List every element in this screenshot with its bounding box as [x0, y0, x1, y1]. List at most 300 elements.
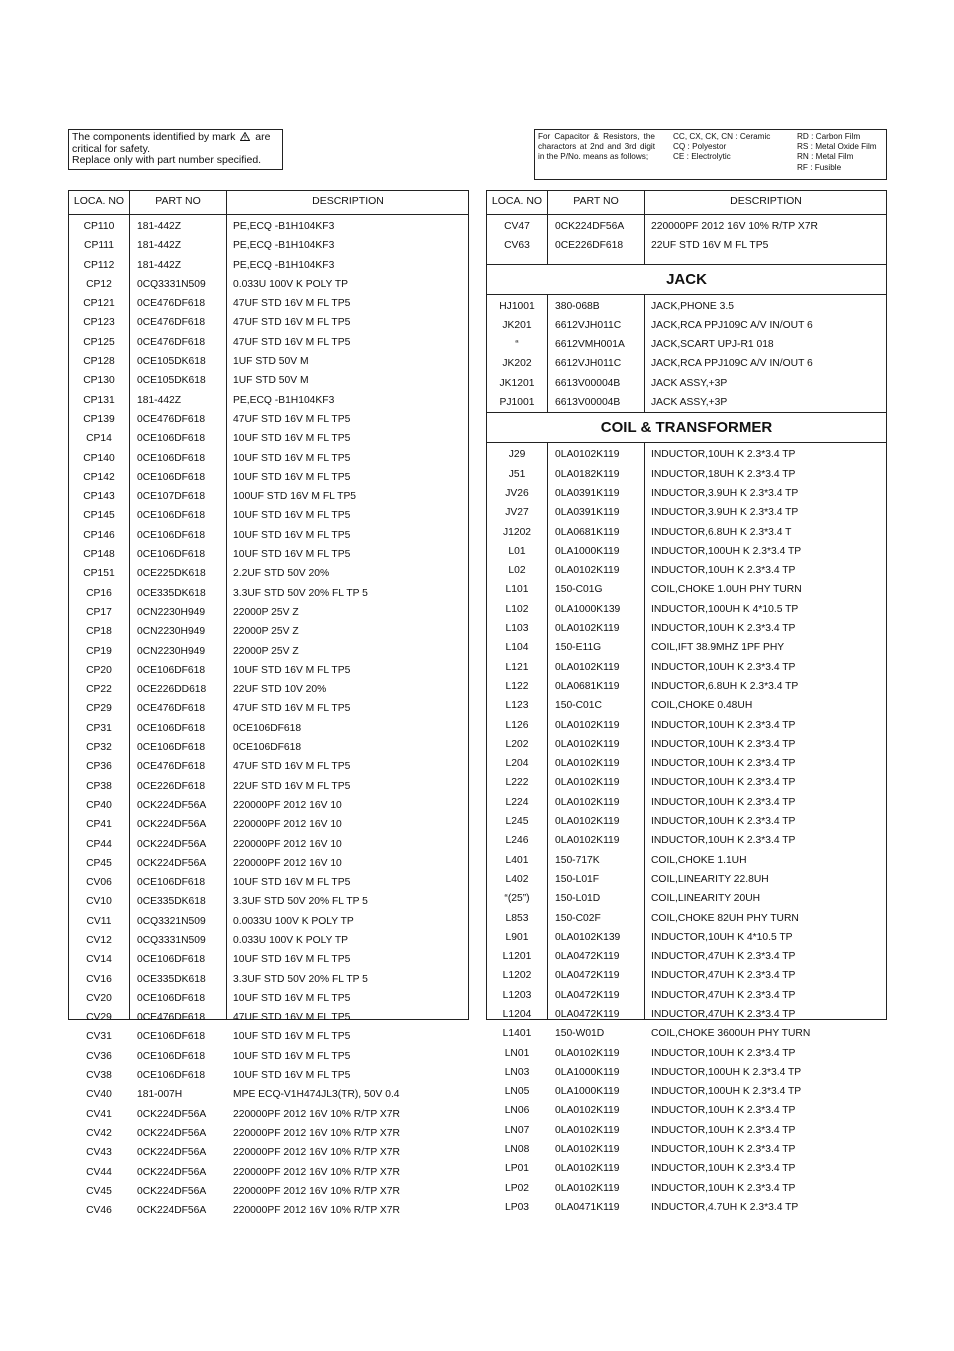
description-cell: INDUCTOR,3.9UH K 2.3*3.4 TP [651, 487, 799, 499]
loca-no-cell: LN01 [504, 1047, 530, 1059]
description-cell: INDUCTOR,100UH K 2.3*3.4 TP [651, 1066, 802, 1078]
table-row [69, 604, 468, 623]
loca-no-cell: CP31 [86, 722, 112, 734]
table-row [487, 394, 886, 413]
part-no-cell: 0LA1000K119 [555, 1086, 620, 1098]
loca-no-cell: CV43 [86, 1147, 112, 1159]
part-no-cell: 150-C02F [555, 912, 601, 924]
safety-line1-end: are [255, 131, 271, 143]
part-no-cell: 0LA0471K119 [555, 1201, 620, 1213]
table-row [487, 298, 886, 317]
table-row [69, 546, 468, 565]
table-row [487, 1025, 886, 1044]
part-no-cell: 0LA0102K119 [555, 719, 620, 731]
description-cell: MPE ECQ-V1H474JL3(TR), 50V 0.4 [233, 1089, 400, 1101]
description-cell: 3.3UF STD 50V 20% FL TP 5 [233, 896, 368, 908]
table-row [69, 430, 468, 449]
table-row [69, 392, 468, 411]
part-no-cell: 0CE476DF618 [137, 298, 206, 310]
part-no-cell: 0CE225DK618 [137, 568, 206, 580]
part-no-cell: 6613V00004B [555, 397, 621, 409]
loca-no-cell: L102 [505, 603, 529, 615]
loca-no-cell: CV14 [86, 954, 112, 966]
part-no-cell: 0CK224DF56A [555, 221, 625, 232]
header-loca-no: LOCA. NO [73, 195, 125, 207]
loca-no-cell: CV29 [86, 1012, 112, 1024]
table-row [487, 755, 886, 774]
table-row [487, 871, 886, 890]
description-cell: INDUCTOR,100UH K 2.3*3.4 TP [651, 1086, 802, 1098]
safety-line3: Replace only with part number specified. [72, 154, 262, 166]
loca-no-cell: CV11 [86, 915, 112, 927]
description-cell: 0.033U 100V K POLY TP [233, 934, 349, 946]
description-cell: 22UF STD 10V 20% [233, 684, 327, 696]
description-cell: 0CE106DF618 [233, 742, 302, 754]
description-cell: 220000PF 2012 16V 10 [233, 838, 342, 850]
loca-no-cell: L401 [505, 854, 529, 866]
loca-no-cell: CP143 [83, 491, 115, 503]
loca-no-cell: CV16 [86, 973, 112, 985]
table-row [487, 237, 886, 256]
part-no-cell: 150-L01F [555, 873, 600, 885]
part-no-cell: 6612VJH011C [555, 358, 622, 370]
table-row [69, 855, 468, 874]
description-cell: 220000PF 2012 16V 10 [233, 799, 342, 811]
description-cell: 220000PF 2012 16V 10% R/TP X7R [233, 1127, 400, 1139]
description-cell: INDUCTOR,47UH K 2.3*3.4 TP [651, 1008, 796, 1020]
table-row [69, 1183, 468, 1202]
loca-no-cell: JV27 [505, 507, 529, 519]
part-no-cell: 0CE106DF618 [137, 529, 206, 541]
part-no-cell: 0LA0102K119 [555, 661, 620, 673]
table-row [487, 1141, 886, 1160]
table-row [487, 1122, 886, 1141]
loca-no-cell: CP131 [83, 394, 115, 406]
section-title-jack: JACK [487, 264, 886, 295]
part-no-cell: 181-442Z [137, 259, 182, 271]
part-no-cell: 0CK224DF56A [137, 838, 207, 850]
description-cell: INDUCTOR,47UH K 2.3*3.4 TP [651, 970, 796, 982]
part-no-cell: 0CE106DF618 [137, 433, 206, 445]
table-row [487, 1045, 886, 1064]
loca-no-cell: CP40 [86, 799, 112, 811]
legend-intro: For Capacitor & Resistors, the charactors at 2nd and 3rd digit in the P/No. means as follows; [538, 132, 655, 162]
safety-line2: critical for safety. [72, 142, 150, 155]
table-row [69, 681, 468, 700]
header-part-no: PART NO [155, 195, 201, 207]
description-cell: INDUCTOR,47UH K 2.3*3.4 TP [651, 951, 796, 963]
table-row [69, 1106, 468, 1125]
loca-no-cell: CP38 [86, 780, 112, 792]
description-cell: INDUCTOR,47UH K 2.3*3.4 TP [651, 989, 796, 1001]
loca-no-cell: CV38 [86, 1070, 112, 1082]
part-no-cell: 0CQ3331N509 [137, 934, 206, 946]
part-no-cell: 0CE476DF618 [137, 317, 206, 329]
part-no-cell: 0CE106DF618 [137, 742, 206, 754]
loca-no-cell: CP22 [86, 684, 112, 696]
part-no-cell: 0LA0102K119 [555, 1182, 620, 1194]
part-no-cell: 0LA0472K119 [555, 951, 620, 963]
loca-no-cell: L901 [505, 931, 529, 943]
part-no-cell: 181-442Z [137, 240, 182, 252]
description-cell: INDUCTOR,10UH K 2.3*3.4 TP [651, 738, 796, 750]
table-row [487, 317, 886, 336]
header-description: DESCRIPTION [730, 195, 802, 207]
description-cell: 1UF STD 50V M [233, 356, 309, 368]
description-cell: COIL,LINEARITY 22.8UH [651, 873, 769, 885]
table-row [69, 971, 468, 990]
part-no-cell: 0CK224DF56A [137, 799, 207, 811]
description-cell: 220000PF 2012 16V 10% R/TP X7R [233, 1205, 400, 1217]
part-no-cell: 0LA0102K119 [555, 796, 620, 808]
loca-no-cell: CP151 [83, 568, 115, 580]
loca-no-cell: CP12 [86, 278, 112, 290]
description-cell: COIL,LINEARITY 20UH [651, 893, 761, 905]
part-no-cell: 0CE106DF618 [137, 877, 206, 889]
part-no-cell: 6612VJH011C [555, 319, 622, 331]
description-cell: 10UF STD 16V M FL TP5 [233, 877, 351, 889]
description-cell: 10UF STD 16V M FL TP5 [233, 510, 351, 522]
loca-no-cell: L204 [505, 758, 529, 770]
table-row [69, 372, 468, 391]
table-row [69, 700, 468, 719]
table-row [69, 623, 468, 642]
loca-no-cell: CP32 [86, 742, 112, 754]
loca-no-cell: “(25”) [504, 893, 530, 905]
part-no-cell: 6612VMH001A [555, 339, 625, 351]
part-no-cell: 0CE476DF618 [137, 336, 206, 348]
loca-no-cell: CP36 [86, 761, 112, 773]
description-cell: 47UF STD 16V M FL TP5 [233, 1012, 351, 1024]
table-row [487, 1006, 886, 1025]
description-cell: 3.3UF STD 50V 20% FL TP 5 [233, 587, 368, 599]
part-no-cell: 0LA1000K119 [555, 545, 620, 557]
table-row [69, 836, 468, 855]
table-row [487, 852, 886, 871]
description-cell: 47UF STD 16V M FL TP5 [233, 761, 351, 773]
description-cell: JACK,RCA PPJ109C A/V IN/OUT 6 [651, 319, 813, 331]
description-cell: COIL,CHOKE 3600UH PHY TURN [651, 1028, 811, 1040]
description-cell: 47UF STD 16V M FL TP5 [233, 317, 351, 329]
part-no-cell: 0LA0102K139 [555, 931, 621, 943]
part-no-cell: 0LA0681K119 [555, 526, 620, 538]
part-no-cell: 0CK224DF56A [137, 819, 207, 831]
loca-no-cell: CP145 [83, 510, 115, 522]
table-row [487, 601, 886, 620]
loca-no-cell: LN07 [504, 1124, 530, 1136]
loca-no-cell: JK202 [502, 358, 532, 370]
legend-resistor-codes [797, 132, 877, 173]
table-row [69, 450, 468, 469]
part-no-cell: 0LA0391K119 [555, 487, 620, 499]
table-row [487, 929, 886, 948]
table-row [69, 257, 468, 276]
table-row [69, 469, 468, 488]
parts-table-right [486, 190, 887, 1213]
legend-capacitor-codes [673, 132, 770, 163]
part-no-cell: 0CE106DF618 [137, 471, 206, 483]
table-row [487, 639, 886, 658]
table-row [69, 1048, 468, 1067]
description-cell: 220000PF 2012 16V 10% R/TP X7R [651, 221, 818, 232]
table-row [487, 967, 886, 986]
loca-no-cell: L1401 [502, 1028, 532, 1040]
description-cell: INDUCTOR,10UH K 2.3*3.4 TP [651, 661, 796, 673]
loca-no-cell: CP148 [83, 549, 115, 561]
description-cell: INDUCTOR,10UH K 2.3*3.4 TP [651, 1124, 796, 1136]
part-no-cell: 0CE106DF618 [137, 1031, 206, 1043]
part-no-cell: 0CE335DK618 [137, 973, 206, 985]
loca-no-cell: CP146 [83, 529, 115, 541]
description-cell: 1UF STD 50V M [233, 375, 309, 387]
loca-no-cell: L122 [505, 680, 529, 692]
description-cell: JACK,RCA PPJ109C A/V IN/OUT 6 [651, 358, 813, 370]
table-row [487, 355, 886, 374]
part-no-cell: 0CQ3321N509 [137, 915, 206, 927]
table-row [69, 276, 468, 295]
safety-note [68, 129, 283, 170]
table-row [487, 504, 886, 523]
description-cell: COIL,IFT 38.9MHZ 1PF PHY [651, 642, 785, 654]
table-row [487, 1160, 886, 1179]
description-cell: PE,ECQ -B1H104KF3 [233, 394, 335, 406]
table-row [69, 893, 468, 912]
part-no-cell: 0LA0391K119 [555, 507, 620, 519]
parts-table-left [68, 190, 469, 1217]
part-no-cell: 0CK224DF56A [137, 1127, 207, 1139]
part-no-cell: 181-442Z [137, 221, 182, 232]
table-row [487, 813, 886, 832]
description-cell: INDUCTOR,6.8UH K 2.3*3.4 TP [651, 680, 799, 692]
loca-no-cell: L245 [505, 816, 529, 828]
table-row [487, 218, 886, 237]
loca-no-cell: CP44 [86, 838, 112, 850]
part-no-cell: 0CE226DF618 [137, 780, 206, 792]
legend-code: RD : Carbon Film [797, 132, 861, 141]
loca-no-cell: CV31 [86, 1031, 112, 1043]
description-cell: INDUCTOR,10UH K 2.3*3.4 TP [651, 796, 796, 808]
part-no-cell: 0LA0102K119 [555, 835, 620, 847]
loca-no-cell: L121 [505, 661, 529, 673]
part-no-cell: 0CE106DF618 [137, 510, 206, 522]
table-row [69, 237, 468, 256]
loca-no-cell: JK1201 [499, 377, 535, 389]
table-row [487, 1083, 886, 1102]
table-row [487, 736, 886, 755]
table-row [487, 794, 886, 813]
table-row [69, 1067, 468, 1086]
table-row [487, 336, 886, 355]
part-no-cell: 0CE106DF618 [137, 664, 206, 676]
loca-no-cell: CP112 [83, 259, 115, 271]
description-cell: 10UF STD 16V M FL TP5 [233, 471, 351, 483]
table-row [69, 1164, 468, 1183]
description-cell: 22UF STD 16V M FL TP5 [651, 240, 769, 252]
description-cell: INDUCTOR,10UH K 2.3*3.4 TP [651, 835, 796, 847]
description-cell: 47UF STD 16V M FL TP5 [233, 413, 351, 425]
table-row [69, 643, 468, 662]
description-cell: 10UF STD 16V M FL TP5 [233, 664, 351, 676]
loca-no-cell: LN03 [504, 1066, 530, 1078]
table-row [487, 659, 886, 678]
loca-no-cell: L123 [505, 700, 529, 712]
part-no-cell: 0CE106DF618 [137, 1050, 206, 1062]
loca-no-cell: CV36 [86, 1050, 112, 1062]
loca-no-cell: CP139 [83, 413, 115, 425]
table-row [69, 1202, 468, 1221]
part-no-cell: 0CE106DF618 [137, 549, 206, 561]
loca-no-cell: L103 [505, 623, 529, 635]
loca-no-cell: CP110 [83, 221, 115, 232]
table-row [487, 1102, 886, 1121]
part-no-cell: 0CE105DK618 [137, 356, 206, 368]
part-no-cell: 0CN2230H949 [137, 626, 206, 638]
description-cell: 47UF STD 16V M FL TP5 [233, 298, 351, 310]
description-cell: 22UF STD 16V M FL TP5 [233, 780, 351, 792]
loca-no-cell: CP142 [83, 471, 115, 483]
part-no-cell: 0LA0681K119 [555, 680, 620, 692]
description-cell: 220000PF 2012 16V 10% R/TP X7R [233, 1147, 400, 1159]
loca-no-cell: L853 [505, 912, 529, 924]
loca-no-cell: CP140 [83, 452, 115, 464]
table-row [487, 774, 886, 793]
table-body [69, 215, 468, 1221]
table-row [69, 565, 468, 584]
description-cell: COIL,CHOKE 82UH PHY TURN [651, 912, 799, 924]
loca-no-cell: CV42 [86, 1127, 112, 1139]
part-no-cell: 0CQ3331N509 [137, 278, 206, 290]
description-cell: INDUCTOR,10UH K 2.3*3.4 TP [651, 758, 796, 770]
part-no-cell: 0CE476DF618 [137, 1012, 206, 1024]
part-no-cell: 181-442Z [137, 394, 182, 406]
part-no-cell: 0CE476DF618 [137, 413, 206, 425]
loca-no-cell: L222 [505, 777, 529, 789]
part-no-cell: 0LA0102K119 [555, 565, 620, 577]
table-row [69, 951, 468, 970]
table-row [487, 485, 886, 504]
part-no-cell: 0LA0472K119 [555, 1008, 620, 1020]
loca-no-cell: L01 [508, 545, 526, 557]
description-cell: INDUCTOR,6.8UH K 2.3*3.4 T [651, 526, 792, 538]
table-row [69, 662, 468, 681]
description-cell: JACK,SCART UPJ-R1 018 [651, 339, 774, 351]
legend-code: CE : Electrolytic [673, 152, 731, 162]
loca-no-cell: CV46 [86, 1205, 112, 1217]
description-cell: COIL,CHOKE 1.1UH [651, 854, 747, 866]
description-cell: INDUCTOR,18UH K 2.3*3.4 TP [651, 468, 796, 480]
loca-no-cell: J51 [508, 468, 526, 480]
description-cell: 220000PF 2012 16V 10% R/TP X7R [233, 1185, 400, 1197]
loca-no-cell: CV10 [86, 896, 112, 908]
part-no-cell: 0CE335DK618 [137, 896, 206, 908]
table-row [69, 990, 468, 1009]
description-cell: JACK ASSY,+3P [651, 377, 728, 389]
loca-no-cell: CV06 [86, 877, 112, 889]
part-no-cell: 0LA0102K119 [555, 738, 620, 750]
table-row [69, 527, 468, 546]
loca-no-cell: L1203 [502, 989, 532, 1001]
table-row [487, 697, 886, 716]
part-no-cell: 150-C01G [555, 584, 603, 596]
table-row [487, 375, 886, 394]
part-no-cell: 0CE106DF618 [137, 1070, 206, 1082]
description-cell: INDUCTOR,10UH K 2.3*3.4 TP [651, 449, 796, 461]
table-row [487, 446, 886, 465]
loca-no-cell: CP128 [83, 356, 115, 368]
table-row [487, 987, 886, 1006]
header-loca-no: LOCA. NO [491, 195, 543, 207]
description-cell: 220000PF 2012 16V 10 [233, 857, 342, 869]
description-cell: INDUCTOR,10UH K 2.3*3.4 TP [651, 1047, 796, 1059]
table-row [69, 758, 468, 777]
table-row [487, 524, 886, 543]
description-cell: 22000P 25V Z [233, 606, 299, 618]
loca-no-cell: CV45 [86, 1185, 112, 1197]
loca-no-cell: CV40 [86, 1089, 112, 1101]
part-no-cell: 0LA0472K119 [555, 989, 620, 1001]
table-row [487, 948, 886, 967]
table-header [487, 191, 886, 215]
description-cell: 47UF STD 16V M FL TP5 [233, 703, 351, 715]
loca-no-cell: CP19 [86, 645, 112, 657]
loca-no-cell: CP18 [86, 626, 112, 638]
loca-no-cell: PJ1001 [499, 397, 535, 409]
loca-no-cell: CV44 [86, 1166, 112, 1178]
part-no-cell: 0LA0102K119 [555, 623, 620, 635]
loca-no-cell: LN05 [504, 1086, 530, 1098]
description-cell: 10UF STD 16V M FL TP5 [233, 1050, 351, 1062]
part-no-cell: 380-068B [555, 300, 600, 312]
part-no-cell: 0LA0102K119 [555, 816, 620, 828]
table-row [487, 678, 886, 697]
part-no-cell: 0CE226DD618 [137, 684, 207, 696]
loca-no-cell: LN08 [504, 1144, 530, 1156]
part-no-cell: 0LA0102K119 [555, 1144, 620, 1156]
loca-no-cell: JV26 [505, 487, 529, 499]
description-cell: INDUCTOR,10UH K 2.3*3.4 TP [651, 1144, 796, 1156]
table-row [69, 913, 468, 932]
description-cell: COIL,CHOKE 0.48UH [651, 700, 753, 712]
description-cell: INDUCTOR,4.7UH K 2.3*3.4 TP [651, 1201, 799, 1213]
description-cell: 10UF STD 16V M FL TP5 [233, 954, 351, 966]
loca-no-cell: CP125 [83, 336, 115, 348]
description-cell: INDUCTOR,10UH K 2.3*3.4 TP [651, 719, 796, 731]
section-title-coil: COIL & TRANSFORMER [487, 412, 886, 443]
loca-no-cell: JK201 [502, 319, 532, 331]
loca-no-cell: LN06 [504, 1105, 530, 1117]
description-cell: PE,ECQ -B1H104KF3 [233, 240, 335, 252]
description-cell: PE,ECQ -B1H104KF3 [233, 259, 335, 271]
table-row [487, 1064, 886, 1083]
part-no-cell: 0LA0102K119 [555, 1124, 620, 1136]
description-cell: INDUCTOR,100UH K 4*10.5 TP [651, 603, 799, 615]
part-no-cell: 0LA0102K119 [555, 1105, 620, 1117]
part-no-cell: 181-007H [137, 1089, 183, 1101]
loca-no-cell: LP03 [504, 1201, 530, 1213]
description-cell: 22000P 25V Z [233, 645, 299, 657]
table-row [69, 314, 468, 333]
part-no-cell: 150-C01C [555, 700, 602, 712]
part-no-cell: 0CE335DK618 [137, 587, 206, 599]
part-no-cell: 0CK224DF56A [137, 1147, 207, 1159]
header-description: DESCRIPTION [312, 195, 384, 207]
description-cell: INDUCTOR,10UH K 2.3*3.4 TP [651, 816, 796, 828]
table-row [487, 1180, 886, 1199]
loca-no-cell: L1204 [502, 1008, 532, 1020]
loca-no-cell: CP121 [83, 298, 115, 310]
loca-no-cell: CV63 [504, 240, 530, 252]
loca-no-cell: L202 [505, 738, 529, 750]
